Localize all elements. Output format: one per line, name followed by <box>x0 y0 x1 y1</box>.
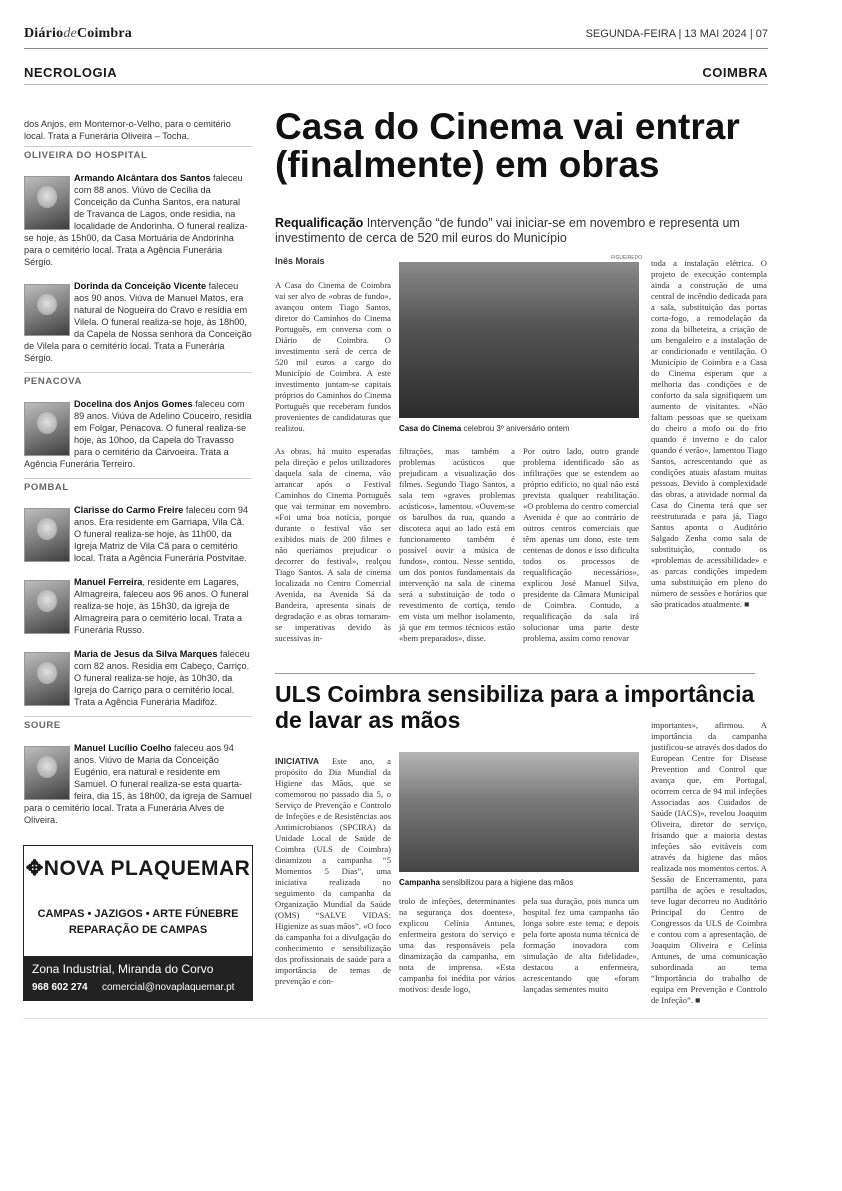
obit-intro: dos Anjos, em Montemor-o-Velho, para o cemitério local. Trata a Funerária Oliveira – Tocha. <box>24 119 231 141</box>
obit-entry: Maria de Jesus da Silva Marques faleceu com 82 anos. Residia em Cabeço, Carriço. O funeral realiza-se hoje, às 10h30, da Igreja do Carriço para o cemitério local. Trata a Agência Funerária Madifoz. <box>74 649 250 707</box>
section-label-coimbra: COIMBRA <box>702 65 768 80</box>
masthead-rule <box>24 48 768 49</box>
article-byline: Inês Morais <box>275 256 325 266</box>
advertisement <box>23 845 253 1001</box>
obit-entry: Docelina dos Anjos Gomes faleceu com 89 anos. Viúva de Adelino Couceiro, residia em Folgar, Penacova. O funeral realiza-se hoje, às 10hoo, da Capela do Travasso para o cemitério da Carvoeira. Trata a Agência Funerária Terreiro. <box>24 399 252 469</box>
article-headline: ULS Coimbra sensibiliza para a importância de lavar as mãos <box>275 681 755 733</box>
photo-caption: Casa do Cinema celebrou 3º aniversário ontem <box>399 424 570 433</box>
divider <box>24 478 252 479</box>
ad-services: CAMPAS • JAZIGOS • ARTE FÚNEBRE REPARAÇÃO DE CAMPAS <box>37 908 239 936</box>
article-column: As obras, há muito esperadas pela direção e pelos utilizadores daquela sala de cinema, vão arrancar após o Festival Caminhos do Cinema Português que vai terminar em novembro. «Foi uma boa notícia, porque durante o festival vão ser exibidos mais de 200 filmes e não queríamos prejudicar o decorrer do festival», realçou Tiago Santos. A sala de cinema localizada no Centro Comercial Avenida, na Avenida Sá da Bandeira, apresenta sinais de degradação e as obras tornaram-se imperativas devido às sucessivas in- <box>275 446 391 643</box>
ad-brand: ✥NOVA PLAQUEMAR <box>25 857 251 880</box>
obit-entry: Manuel Ferreira, residente em Lagares, Almagreira, faleceu aos 96 anos. O funeral realiza-se hoje, às 15h30, da igreja de Almagreira para o cemitério local. Trata a Funerária Russo. <box>74 577 249 635</box>
divider <box>24 146 252 147</box>
section-rule <box>24 84 768 85</box>
article-column: pela sua duração, pois nunca um hospital fez uma campanha tão longa sobre este tema; e depois pela forte aposta numa técnica de formação inovadora com simulação de alta fidelidade», destacou a enfermeira, acrescentando que «foram lançadas sementes muito <box>523 896 639 994</box>
article-photo <box>399 262 639 418</box>
issue-date: SEGUNDA-FEIRA | 13 MAI 2024 | 07 <box>585 28 768 40</box>
article-column: A Casa do Cinema de Coimbra vai ser alvo de «obras de fundo», avançou ontem Tiago Santos, diretor do Caminhos do Cinema Português, em conversa com o Diário de Coimbra. O investimento será de cerca de 520 mil euros a cargo do Município de Coimbra. A este investimento juntam-se capitais próprios do Caminhos do Cinema Português que receberam fundos provenientes de candidaturas que realizou. <box>275 280 392 433</box>
article-column: filtrações, mas também a problemas acústicos que prejudicam a visualização dos filmes. Segundo Tiago Santos, a sala tem «graves problemas acústicos», lamentou. «Ouvem-se os barulhos da rua, quando a discoteca aqui ao lado está em funcionamento também é possível ouvir a música de fundos», contou. Nesse sentido, um dos pontos fundamentais da intervenção na sala de cinema será a substituição de todo o revestimento de cortiça, tendo em vista um melhor isolamento, já que em termos técnicos estão «bem preparados», disse. <box>399 446 515 643</box>
obit-entry: Armando Alcântara dos Santos faleceu com 88 anos. Viúvo de Cecília da Conceição da Cunha Santos, era natural de Travanca de Lagos, onde residia, na localidade de Andorinha. O funeral realiza-se hoje, às 15h00, da Casa Mortuária de Andorinha para o cemitério local. Trata a Agência Funerária Sérgio. <box>24 173 248 267</box>
obit-entry: Dorinda da Conceição Vicente faleceu aos 90 anos. Viúva de Manuel Matos, era natural de Nogueira do Cravo e residia em Vilela. O funeral realiza-se hoje, às 18h00, da Capela de Nossa senhora da Conceição de Vilela para o cemitério local. Trata a Funerária Sérgio. <box>24 281 252 363</box>
place-heading: PENACOVA <box>24 376 82 387</box>
divider <box>24 372 252 373</box>
article-standfirst: Requalificação Intervenção “de fundo” vai iniciar-se em novembro e representa um investimento de cerca de 520 mil euros do Município <box>275 216 740 245</box>
place-heading: POMBAL <box>24 482 69 493</box>
place-heading: OLIVEIRA DO HOSPITAL <box>24 150 148 161</box>
diamond-cross-icon: ✥ <box>25 857 44 880</box>
ad-address: Zona Industrial, Miranda do Corvo <box>32 962 214 976</box>
page-bottom-rule <box>23 1018 768 1019</box>
ad-phone: 968 602 274 <box>32 982 88 993</box>
article-column: toda a instalação elétrica. O projeto de execução contempla ainda a construção de uma central de incêndio dedicada para a sala, substituição das portas corta-fogo, a remodelação da zona da bilheteira, a criação de um bengaleiro e a instalação de ar condicionado e ventilação. O Município de Coimbra e a Casa do Cinema esperam que a melhoria das condições e de conforto da sala signifiquem um aumento de visitantes. «Não faltam pessoas que se queixam do cheiro a mofo ou do frio quando é inverno e do calor quando é verão», lamentou Tiago Santos, acrescentando que as condições atuais afastam muitas pessoas. Devido à complexidade das obras, a atividade normal da Casa do Cinema terá que ser reestruturada e para já, Tiago Santos aponta o Auditório Salgado Zenha como sala de substituição, contudo os «problemas de acessibilidade» e as parcas condições impedem uma substituição em pleno do número de sessões e horários que são praticados atualmente. ■ <box>651 258 767 609</box>
newspaper-logo: DiáriodeCoimbra <box>24 26 132 41</box>
article-photo <box>399 752 639 872</box>
article-divider <box>275 673 755 674</box>
article-headline: Casa do Cinema vai entrar (finalmente) em obras <box>275 106 740 185</box>
obit-entry: Manuel Lucílio Coelho faleceu aos 94 anos. Viúvo de Maria da Conceição Eugénio, era natural e residente em Samuel. O funeral realiza-se esta quarta-feira, dia 15, às 18h00, da igreja de Samuel para o cemitério local. Trata a Funerária Alves de Oliveira. <box>24 743 252 825</box>
divider <box>24 716 252 717</box>
obit-entry: Clarisse do Carmo Freire faleceu com 94 anos. Era residente em Garriapa, Vila Cã. O funeral realiza-se hoje, às 11h00, da Igreja Matriz de Vila Cã para o cemitério local. Trata a Agência Funerária Postvitae. <box>74 505 249 563</box>
ad-contact-bar <box>24 956 252 1000</box>
photo-credit: FIGUEIREDO <box>611 255 643 261</box>
section-label-necrologia: NECROLOGIA <box>24 65 118 80</box>
article-column: INICIATIVA Este ano, a propósito do Dia Mundial da Higiene das Mãos, que se comemorou no passado dia 5, o Serviço de Prevenção e Controlo de Infeções e de Resistências aos Antimicrobianos (SPCIRA) da Unidade Local de Saúde de Coimbra (ULS de Coimbra) dinamizou a campanha “5 Momentos 5 Dias”, uma iniciativa realizada no seguimento da campanha da Organização Mundial da Saúde (OMS) “SALVE VIDAS: Higienize as suas mãos”. «O foco da campanha foi a divulgação do conhecimento e sensibilização dos profissionais de saúde para a importância de temas de prevenção e con- <box>275 756 391 986</box>
ad-email: comercial@novaplaquemar.pt <box>102 982 235 993</box>
place-heading: SOURE <box>24 720 61 731</box>
article-column: Por outro lado, outro grande problema identificado são as infiltrações que se estendem ao próprio edifício, no qual não está prevista qualquer reabilitação. «O problema do centro comercial Avenida é que ao contrário de outros centros comerciais que têm apenas um dono, este tem centenas de donos e isso dificulta todos os processos de requalificação necessários», explicou José Manuel Silva, presidente da Câmara Municipal de Coimbra. Contudo, a requalificação da sala irá solucionar uma parte deste problema, assim como renovar <box>523 446 639 643</box>
article-column: trolo de infeções, determinantes na segurança dos doentes», explicou Celínia Antunes, enfermeira gestora do serviço e uma das responsáveis pela dinamização da campanha, em nota de imprensa. «Esta campanha foi inédita por vários motivos: desde logo, <box>399 896 515 994</box>
photo-caption: Campanha sensibilizou para a higiene das mãos <box>399 878 574 887</box>
article-column: importantes», afirmou. A importância da campanha justificou-se através dos dados do European Centre for Disease Prevention and Control que avança que, em Portugal, ocorrem cerca de 94 mil infeções Associadas aos Cuidados de Saúde (IACS)», revelou Joaquim Oliveira, diretor do serviço, frisando que a maioria destas infeções são evitáveis com através da higiene das mãos realizada nos momentos certos. A Sessão de Encerramento, para partilha de ações e resultados, teve lugar decorreu no Auditório Principal do Centro de Congressos da ULS de Coimbra e contou com a apresentação, de Joaquim Oliveira e Celínia Antunes, de uma comunicação subordinada ao tema “Importância do trabalho de equipa em Prevenção e Controlo de Infeção”. ■ <box>651 720 767 1005</box>
